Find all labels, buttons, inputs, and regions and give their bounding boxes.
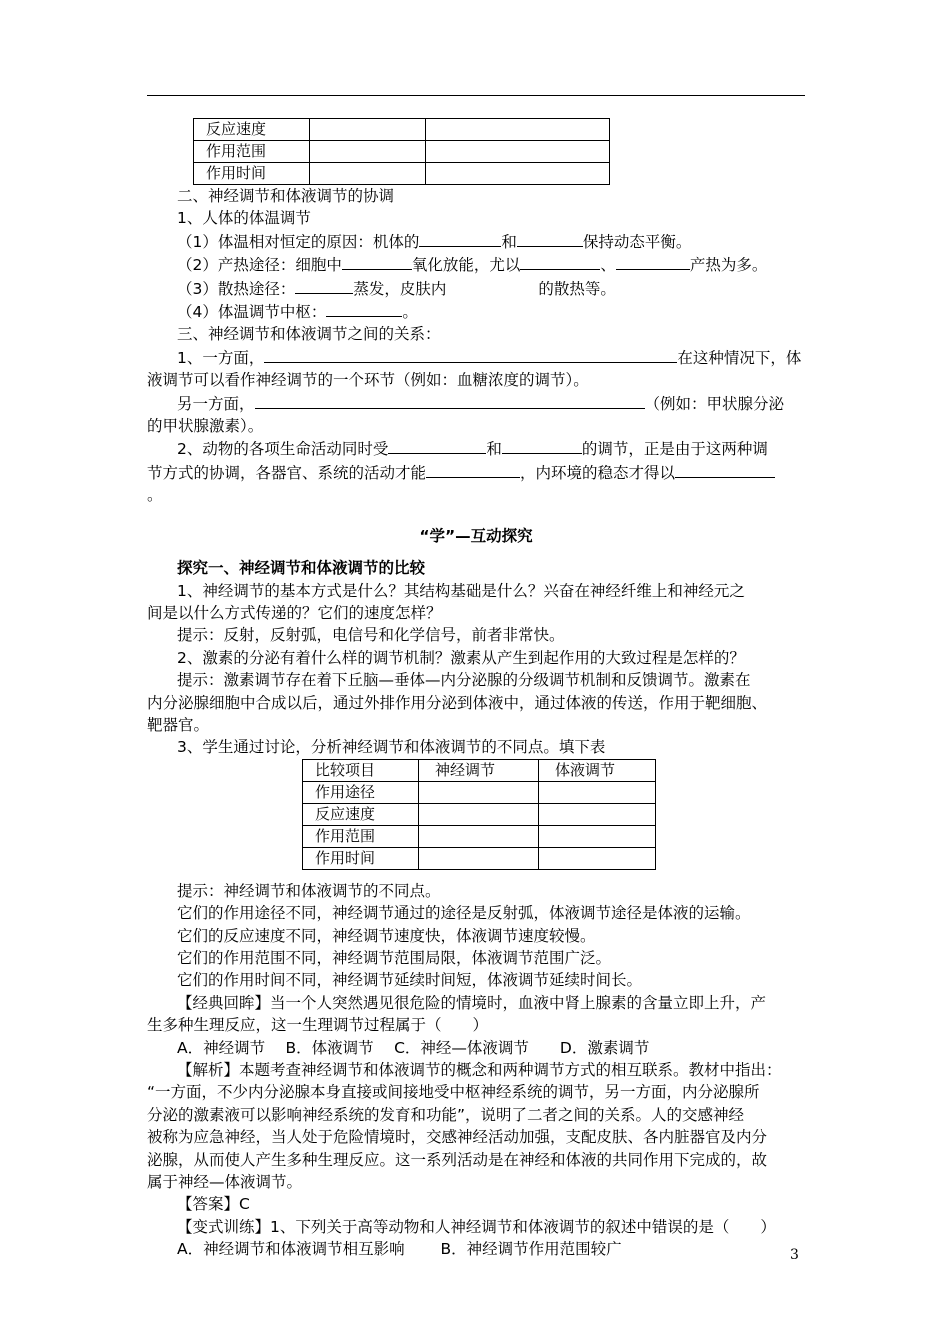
explore-1-title: 探究一、神经调节和体液调节的比较 xyxy=(177,559,426,578)
table-row xyxy=(303,781,656,803)
explore-a1: 提示：反射，反射弧，电信号和化学信号，前者非常快。 xyxy=(177,626,565,645)
table-row xyxy=(194,119,610,141)
explore-a2-cont2: 靶器官。 xyxy=(147,715,210,734)
analysis-line: 【解析】本题考查神经调节和体液调节的概念和两种调节方式的相互联系。教材中指出： xyxy=(177,1061,782,1079)
variant-training: 【变式训练】1、下列关于高等动物和人神经调节和体液调节的叙述中错误的是（ ） xyxy=(177,1217,776,1236)
table-cell: 作用时间 xyxy=(194,163,310,185)
header-rule xyxy=(147,95,805,96)
subsection-1: 1、人体的体温调节 xyxy=(177,209,311,228)
classic-options: A．神经调节 B．体液调节 C．神经—体液调节 D．激素调节 xyxy=(177,1038,650,1057)
section-3-title: 三、神经调节和体液调节之间的关系： xyxy=(177,325,441,344)
table-header: 体液调节 xyxy=(539,759,656,781)
table-cell: 反应速度 xyxy=(194,119,310,141)
table-header: 比较项目 xyxy=(303,759,419,781)
explore-q1: 1、神经调节的基本方式是什么？其结构基础是什么？兴奋在神经纤维上和神经元之 xyxy=(177,581,745,600)
analysis-line: 属于神经—体液调节。 xyxy=(147,1173,303,1192)
table-header: 神经调节 xyxy=(419,759,539,781)
table-cell: 作用途径 xyxy=(303,781,419,803)
q-body-temp-1: （1）体温相对恒定的原因：机体的 和 保持动态平衡。 xyxy=(147,230,805,253)
table-row xyxy=(303,803,656,825)
relation-para-3: 2、动物的各项生命活动同时受 和 的调节，正是由于这两种调 xyxy=(147,437,805,460)
table-header-row xyxy=(303,759,656,781)
hint-line: 它们的作用时间不同，神经调节延续时间短，体液调节延续时间长。 xyxy=(177,971,643,990)
comparison-table xyxy=(302,759,656,870)
explore-q1-cont: 间是以什么方式传递的？它们的速度怎样？ xyxy=(147,603,442,622)
classic-review-cont: 生多种生理反应，这一生理调节过程属于（ ） xyxy=(147,1016,489,1035)
page-number: 3 xyxy=(790,1247,799,1263)
answer: 【答案】C xyxy=(177,1195,250,1214)
analysis-line: 分泌的激素液可以影响神经系统的发育和功能”，说明了二者之间的关系。人的交感神经 xyxy=(147,1105,745,1124)
variant-options: A．神经调节和体液调节相互影响 B．神经调节作用范围较广 xyxy=(177,1240,622,1259)
q-body-temp-3: （3）散热途径： 蒸发，皮肤内 的散热等。 xyxy=(147,277,805,300)
relation-para-1: 1、一方面， 在这种情况下，体 xyxy=(147,346,805,369)
table-cell: 反应速度 xyxy=(303,803,419,825)
table-cell: 作用范围 xyxy=(303,825,419,847)
relation-para-2b: 的甲状腺激素）。 xyxy=(147,417,264,436)
analysis-line: 被称为应急神经，当人处于危险情境时，交感神经活动加强，支配皮肤、各内脏器官及内分 xyxy=(147,1128,768,1147)
top-table xyxy=(193,118,610,185)
table-row xyxy=(194,141,610,163)
table-cell: 作用时间 xyxy=(303,847,419,869)
analysis-line: 泌腺，从而使人产生多种生理反应。这一系列活动是在神经和体液的共同作用下完成的，故 xyxy=(147,1150,768,1169)
hint-line: 它们的作用范围不同，神经调节范围局限，体液调节范围广泛。 xyxy=(177,948,612,967)
relation-para-2: 另一方面， （例如：甲状腺分泌 xyxy=(147,392,805,415)
analysis-line: “一方面，不少内分泌腺本身直接或间接地受中枢神经系统的调节，另一方面，内分泌腺所 xyxy=(147,1083,760,1102)
hint-line: 它们的反应速度不同，神经调节速度快，体液调节速度较慢。 xyxy=(177,926,596,945)
hint-title: 提示：神经调节和体液调节的不同点。 xyxy=(177,881,441,900)
table-row xyxy=(303,825,656,847)
relation-para-3c: 。 xyxy=(147,486,163,505)
explore-a2: 提示：激素调节存在着下丘脑—垂体—内分泌腺的分级调节机制和反馈调节。激素在 xyxy=(177,671,751,690)
explore-q3: 3、学生通过讨论，分析神经调节和体液调节的不同点。填下表 xyxy=(177,738,606,757)
relation-para-3b: 节方式的协调，各器官、系统的活动才能 ，内环境的稳态才得以 xyxy=(147,461,805,484)
hint-line: 它们的作用途径不同，神经调节通过的途径是反射弧，体液调节途径是体液的运输。 xyxy=(177,904,751,923)
table-row xyxy=(194,163,610,185)
explore-q2: 2、激素的分泌有着什么样的调节机制？激素从产生到起作用的大致过程是怎样的？ xyxy=(177,648,745,667)
document-body xyxy=(147,118,805,1261)
section-heading-xue: “学”—互动探究 xyxy=(419,526,533,545)
q-body-temp-4: （4）体温调节中枢： 。 xyxy=(147,300,805,323)
relation-para-1b: 液调节可以看作神经调节的一个环节（例如：血糖浓度的调节）。 xyxy=(147,371,589,390)
table-row xyxy=(303,847,656,869)
q-body-temp-2: （2）产热途径：细胞中 氧化放能，尤以 、 产热为多。 xyxy=(147,253,805,276)
table-cell: 作用范围 xyxy=(194,141,310,163)
classic-review: 【经典回眸】当一个人突然遇见很危险的情境时，血液中肾上腺素的含量立即上升，产 xyxy=(177,993,767,1012)
section-2-title: 二、神经调节和体液调节的协调 xyxy=(177,187,395,205)
explore-a2-cont: 内分泌腺细胞中合成以后，通过外排作用分泌到体液中，通过体液的传送，作用于靶细胞、 xyxy=(147,693,768,712)
